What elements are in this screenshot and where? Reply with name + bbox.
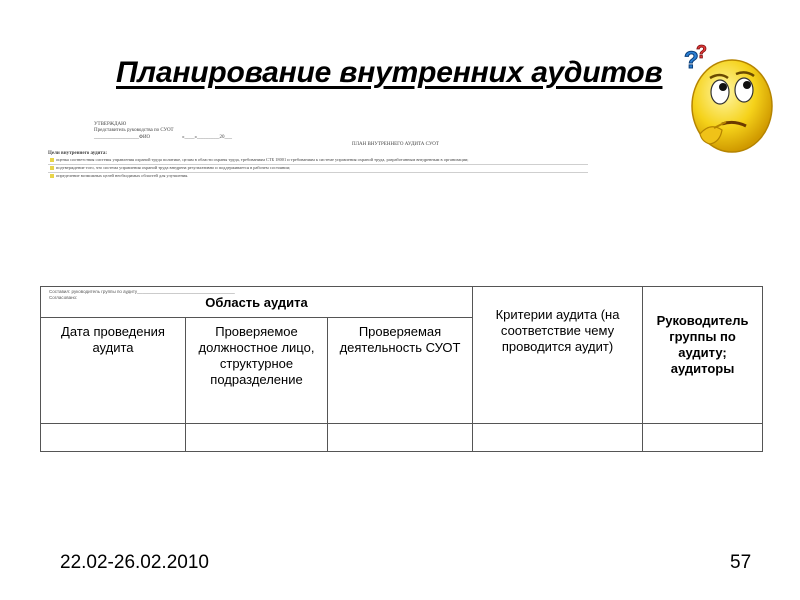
doc-goal-item: определение возможных целей необходимых областей для улучшения. [50, 173, 188, 179]
doc-goals-label: Цели внутреннего аудита: [48, 151, 108, 156]
slide-title: Планирование внутренних аудитов [116, 56, 663, 89]
doc-plan-title: ПЛАН ВНУТРЕННЕГО АУДИТА СУОТ [352, 142, 439, 147]
page-number: 57 [730, 552, 752, 573]
criteria-header: Критерии аудита (на соответствие чему проводится аудит) [473, 287, 643, 424]
doc-divider [48, 164, 588, 165]
compiled-by-text: Составил: руководитель группы по аудиту_______________________________________ [49, 289, 235, 294]
area-header-cell [41, 287, 473, 318]
empty-cell [643, 424, 763, 452]
activity-header: Проверяемая деятельность СУОТ [328, 318, 473, 424]
agreed-text: Согласовано: [49, 295, 78, 300]
empty-cell [473, 424, 643, 452]
empty-cell [41, 424, 186, 452]
date-header: Дата проведения аудита [41, 318, 186, 424]
doc-signature-line: __________________ФИО [94, 135, 151, 140]
doc-divider [48, 172, 588, 173]
doc-representative: Представитель руководства по СУОТ [94, 128, 174, 133]
area-header: Область аудита [205, 295, 308, 310]
doc-approve: УТВЕРЖДАЮ [94, 122, 127, 127]
audit-plan-table [40, 286, 763, 452]
doc-goal-item: оценка соответствия системы управления охраной труда политике, целям в области охраны труда, требованиям СТБ 18001 и требованиям к системе управления охраной труда, разработанным внедренным в организации; [50, 157, 469, 163]
empty-cell [186, 424, 328, 452]
doc-date-line: «____»_________20___ [182, 135, 232, 140]
svg-text:?: ? [696, 42, 707, 62]
empty-cell [328, 424, 473, 452]
footer-date: 22.02-26.02.2010 [60, 552, 209, 573]
thinking-face-icon [680, 38, 776, 164]
svg-text:?: ? [684, 47, 699, 74]
lead-auditor-header: Руководитель группы по аудиту; аудиторы [643, 287, 763, 424]
doc-goal-item: подтверждение того, что система управления охраной труда внедрена результативно и поддерживается в рабочем состоянии; [50, 165, 290, 171]
person-header: Проверяемое должностное лицо, структурное подразделение [186, 318, 328, 424]
